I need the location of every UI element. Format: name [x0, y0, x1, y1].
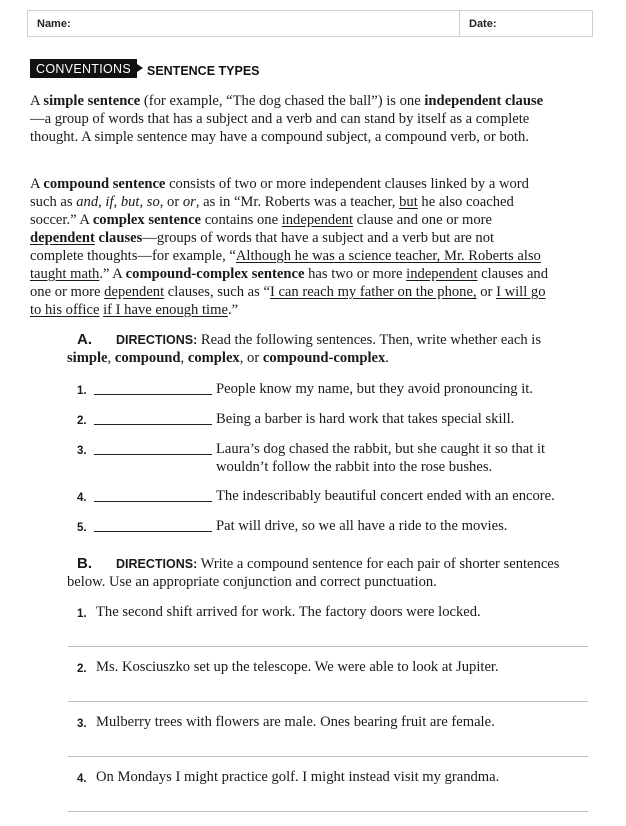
text-run: clauses, such as “ — [164, 284, 270, 300]
item-number: 3. — [77, 718, 87, 730]
bold-term: compound sentence — [43, 176, 166, 192]
item-number: 3. — [77, 445, 87, 457]
text-run: , or — [159, 194, 183, 210]
item-sentence: Laura’s dog chased the rabbit, but she caught it so that it wouldn’t follow the rabbit into the rose bushes. — [216, 441, 546, 475]
item-sentence-pair: On Mondays I might practice golf. I might instead visit my grandma. — [96, 769, 500, 785]
text-run: . — [385, 350, 389, 366]
part-a-directions — [67, 331, 587, 367]
part-b-item — [77, 768, 499, 788]
bold-term: simple sentence — [43, 93, 141, 109]
part-b-item — [77, 658, 499, 678]
underlined-text: independent — [406, 266, 478, 282]
item-sentence: Pat will drive, so we all have a ride to the movies. — [216, 518, 508, 534]
item-sentence-pair: The second shift arrived for work. The factory doors were locked. — [96, 604, 481, 620]
text-run: , — [98, 194, 106, 210]
underlined-text: Although he was a science teacher, Mr. Roberts also taught math — [30, 248, 541, 282]
text-run: .” — [227, 302, 239, 318]
text-run: , or — [239, 350, 263, 366]
bold-term: independent clause — [424, 93, 544, 109]
part-b-directions — [67, 555, 587, 591]
part-a-item — [77, 487, 597, 507]
answer-blank[interactable] — [94, 440, 212, 455]
text-run: has two or more — [304, 266, 407, 282]
text-run: , as in “Mr. Roberts was a teacher, — [195, 194, 400, 210]
italic-word: if — [105, 194, 114, 210]
text-run: , — [107, 350, 115, 366]
date-field[interactable] — [460, 11, 592, 36]
name-label: Name: — [37, 17, 71, 30]
part-a-letter: A. — [77, 331, 92, 348]
item-number: 4. — [77, 773, 87, 785]
text-run: —groups of words that have a subject and a verb but are not complete thoughts—for example, “ — [30, 230, 495, 264]
answer-blank[interactable] — [94, 410, 212, 425]
italic-word: and — [76, 194, 99, 210]
text-run: A — [30, 93, 44, 109]
bold-term: simple — [67, 350, 108, 366]
part-a-item — [77, 410, 597, 430]
item-sentence: People know my name, but they avoid pronouncing it. — [216, 381, 533, 397]
item-number: 2. — [77, 415, 87, 427]
item-number: 1. — [77, 608, 87, 620]
item-number: 1. — [77, 385, 87, 397]
text-run: A — [30, 176, 44, 192]
text-run: or — [476, 284, 497, 300]
page-title: SENTENCE TYPES — [146, 63, 260, 78]
conventions-badge: CONVENTIONS — [30, 59, 137, 78]
bold-term: complex — [187, 350, 240, 366]
text-run: clauses and one or more — [30, 266, 549, 300]
item-number: 5. — [77, 522, 87, 534]
underlined-text: I will go to his office — [30, 284, 546, 318]
item-number: 2. — [77, 663, 87, 675]
directions-label: DIRECTIONS: — [116, 557, 198, 571]
answer-line[interactable] — [68, 756, 588, 757]
bold-term: compound-complex — [262, 350, 386, 366]
answer-blank[interactable] — [94, 487, 212, 502]
underlined-text: dependent — [30, 230, 95, 246]
text-run: , — [180, 350, 188, 366]
answer-blank[interactable] — [94, 380, 212, 395]
name-date-header — [27, 10, 593, 37]
underlined-text: dependent — [104, 284, 165, 300]
answer-line[interactable] — [68, 701, 588, 702]
name-field[interactable] — [28, 11, 460, 36]
underlined-text: I can reach my father on the phone, — [269, 284, 477, 300]
text-run: he also coached soccer.” A — [30, 194, 514, 228]
answer-line[interactable] — [68, 646, 588, 647]
section-heading — [30, 59, 260, 78]
text-run: —a group of words that has a subject and a verb and can stand by itself as a complete thought. A simple sentence may have a compound subject, a compound verb, or both. — [30, 111, 530, 145]
item-sentence-pair: Mulberry trees with flowers are male. Ones bearing fruit are female. — [96, 714, 495, 730]
text-run: .” A — [99, 266, 126, 282]
bold-term: compound-complex sentence — [125, 266, 305, 282]
italic-word: so — [146, 194, 160, 210]
intro-paragraph-compound-complex — [30, 175, 550, 319]
bold-term: clauses — [94, 230, 143, 246]
italic-word: or — [182, 194, 196, 210]
part-b-item — [77, 713, 495, 733]
underlined-text: independent — [281, 212, 354, 228]
intro-paragraph-simple — [30, 92, 550, 146]
underlined-text: if I have enough time — [103, 302, 228, 318]
bold-term: complex sentence — [92, 212, 202, 228]
part-b-letter: B. — [77, 555, 92, 572]
text-run: Write a compound sentence for each pair of shorter sentences below. Use an appropriate conjunction and correct punctuation. — [67, 556, 560, 590]
answer-blank[interactable] — [94, 517, 212, 532]
text-run: , — [139, 194, 147, 210]
bold-term: compound — [114, 350, 181, 366]
text-run: consists of two or more independent clauses linked by a word such as — [30, 176, 529, 210]
text-run: , — [113, 194, 121, 210]
text-run: contains one — [201, 212, 282, 228]
text-run: Read the following sentences. Then, write whether each is — [197, 332, 542, 348]
italic-word: but — [120, 194, 140, 210]
item-sentence-pair: Ms. Kosciuszko set up the telescope. We were able to look at Jupiter. — [96, 659, 499, 675]
item-sentence: Being a barber is hard work that takes special skill. — [216, 411, 515, 427]
answer-line[interactable] — [68, 811, 588, 812]
item-number: 4. — [77, 492, 87, 504]
part-a-item — [77, 380, 597, 400]
part-b-item — [77, 603, 481, 623]
part-a-item — [77, 440, 597, 476]
text-run: (for example, “The dog chased the ball”) is one — [140, 93, 425, 109]
text-run: clause and one or more — [353, 212, 493, 228]
date-label: Date: — [469, 17, 497, 30]
part-a-item — [77, 517, 597, 537]
item-sentence: The indescribably beautiful concert ended with an encore. — [216, 488, 555, 504]
underlined-text: but — [399, 194, 418, 210]
directions-label: DIRECTIONS: — [116, 333, 198, 347]
